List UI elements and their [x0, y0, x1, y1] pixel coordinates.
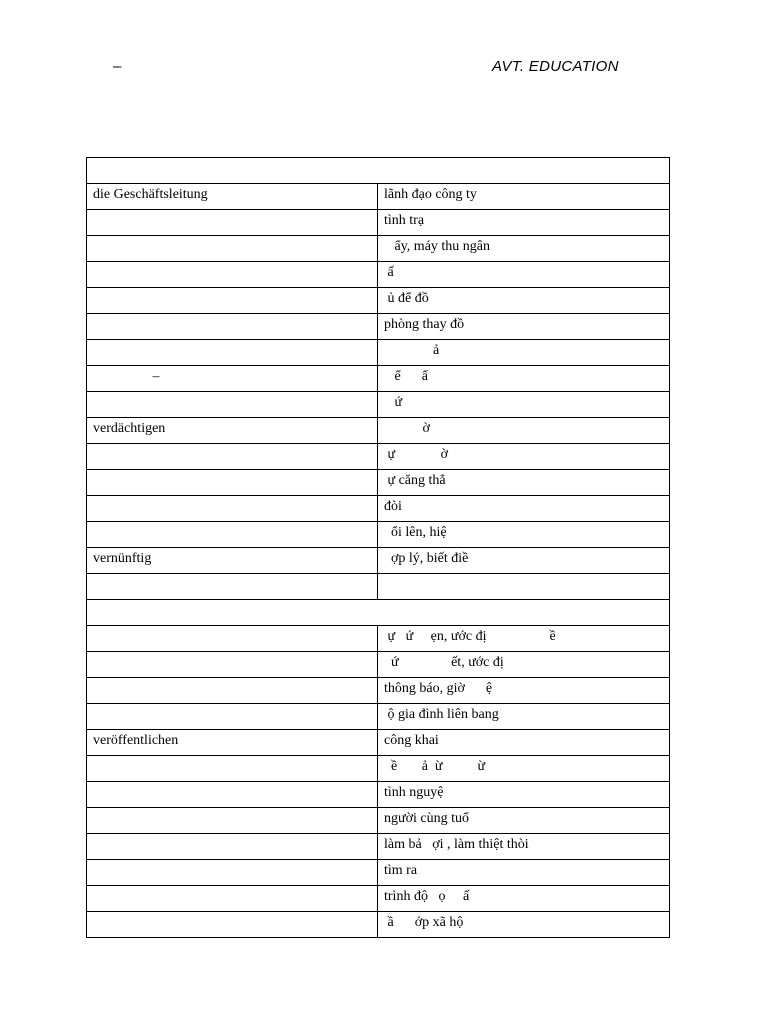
vietnamese-meaning-cell: làm bả ợi , làm thiệt thòi [378, 834, 670, 860]
german-term-cell: die Geschäftsleitung [87, 184, 378, 210]
german-term-cell [87, 262, 378, 288]
german-term-cell: vernünftig [87, 548, 378, 574]
german-term-cell [87, 782, 378, 808]
table-row [87, 782, 670, 808]
table-row [87, 496, 670, 522]
german-term-cell [87, 314, 378, 340]
table-row [87, 184, 670, 210]
vietnamese-meaning-cell: ể ẩ [378, 366, 670, 392]
vietnamese-meaning-cell: ề ả ừ ừ [378, 756, 670, 782]
vietnamese-meaning-cell: ộ gia đình liên bang [378, 704, 670, 730]
vietnamese-meaning-cell: ổi lên, hiệ [378, 522, 670, 548]
german-term-cell [87, 886, 378, 912]
section-heading-row [87, 158, 670, 184]
german-term-cell [87, 288, 378, 314]
vietnamese-meaning-cell: ấ [378, 262, 670, 288]
table-row [87, 834, 670, 860]
table-row [87, 756, 670, 782]
table-row [87, 730, 670, 756]
vietnamese-meaning-cell: ả [378, 340, 670, 366]
section-heading [87, 158, 670, 184]
german-term-cell [87, 340, 378, 366]
vietnamese-meaning-cell: ờ [378, 418, 670, 444]
table-row [87, 652, 670, 678]
table-row [87, 236, 670, 262]
table-row [87, 340, 670, 366]
table-row [87, 444, 670, 470]
german-term-cell [87, 236, 378, 262]
german-term-cell [87, 678, 378, 704]
vietnamese-meaning-cell: ự ờ [378, 444, 670, 470]
vietnamese-meaning-cell: ự ứ ẹn, ước đị ề [378, 626, 670, 652]
table-row [87, 574, 670, 600]
vietnamese-meaning-cell: thông báo, giờ ệ [378, 678, 670, 704]
table-row [87, 314, 670, 340]
table-row [87, 886, 670, 912]
vocabulary-table-body [87, 158, 670, 938]
header-brand: AVT. EDUCATION [492, 58, 619, 75]
table-row [87, 860, 670, 886]
vietnamese-meaning-cell: phòng thay đồ [378, 314, 670, 340]
table-row [87, 704, 670, 730]
header-dash: – [113, 58, 122, 75]
table-row [87, 392, 670, 418]
vietnamese-meaning-cell: ứ [378, 392, 670, 418]
table-row [87, 288, 670, 314]
table-row [87, 808, 670, 834]
table-row [87, 210, 670, 236]
vietnamese-meaning-cell: lãnh đạo công ty [378, 184, 670, 210]
table-row [87, 522, 670, 548]
vietnamese-meaning-cell: người cùng tuổ [378, 808, 670, 834]
vietnamese-meaning-cell: tình nguyệ [378, 782, 670, 808]
vietnamese-meaning-cell: tình trạ [378, 210, 670, 236]
german-term-cell [87, 808, 378, 834]
german-term-cell [87, 496, 378, 522]
german-term-cell [87, 522, 378, 548]
vietnamese-meaning-cell: ủ để đồ [378, 288, 670, 314]
table-row [87, 626, 670, 652]
german-term-cell [87, 652, 378, 678]
german-term-cell [87, 756, 378, 782]
german-term-cell [87, 470, 378, 496]
table-row [87, 418, 670, 444]
german-term-cell: – [87, 366, 378, 392]
vietnamese-meaning-cell [378, 574, 670, 600]
table-row [87, 366, 670, 392]
table-row [87, 678, 670, 704]
german-term-cell: veröffentlichen [87, 730, 378, 756]
german-term-cell [87, 912, 378, 938]
table-row [87, 548, 670, 574]
vocabulary-table [86, 157, 670, 938]
vietnamese-meaning-cell: ự căng thẳ [378, 470, 670, 496]
section-heading-row [87, 600, 670, 626]
vietnamese-meaning-cell: ầ ớp xã hộ [378, 912, 670, 938]
german-term-cell [87, 626, 378, 652]
vietnamese-meaning-cell: ợp lý, biết điề [378, 548, 670, 574]
section-heading [87, 600, 670, 626]
vietnamese-meaning-cell: trình độ ọ ấ [378, 886, 670, 912]
german-term-cell [87, 704, 378, 730]
german-term-cell [87, 444, 378, 470]
table-row [87, 912, 670, 938]
german-term-cell [87, 574, 378, 600]
table-row [87, 262, 670, 288]
page-header [0, 58, 768, 80]
vietnamese-meaning-cell: ứ ết, ước đị [378, 652, 670, 678]
vietnamese-meaning-cell: đòi [378, 496, 670, 522]
table-row [87, 470, 670, 496]
vietnamese-meaning-cell: tìm ra [378, 860, 670, 886]
german-term-cell: verdächtigen [87, 418, 378, 444]
vietnamese-meaning-cell: ẩy, máy thu ngân [378, 236, 670, 262]
vietnamese-meaning-cell: công khai [378, 730, 670, 756]
german-term-cell [87, 834, 378, 860]
german-term-cell [87, 860, 378, 886]
german-term-cell [87, 392, 378, 418]
german-term-cell [87, 210, 378, 236]
